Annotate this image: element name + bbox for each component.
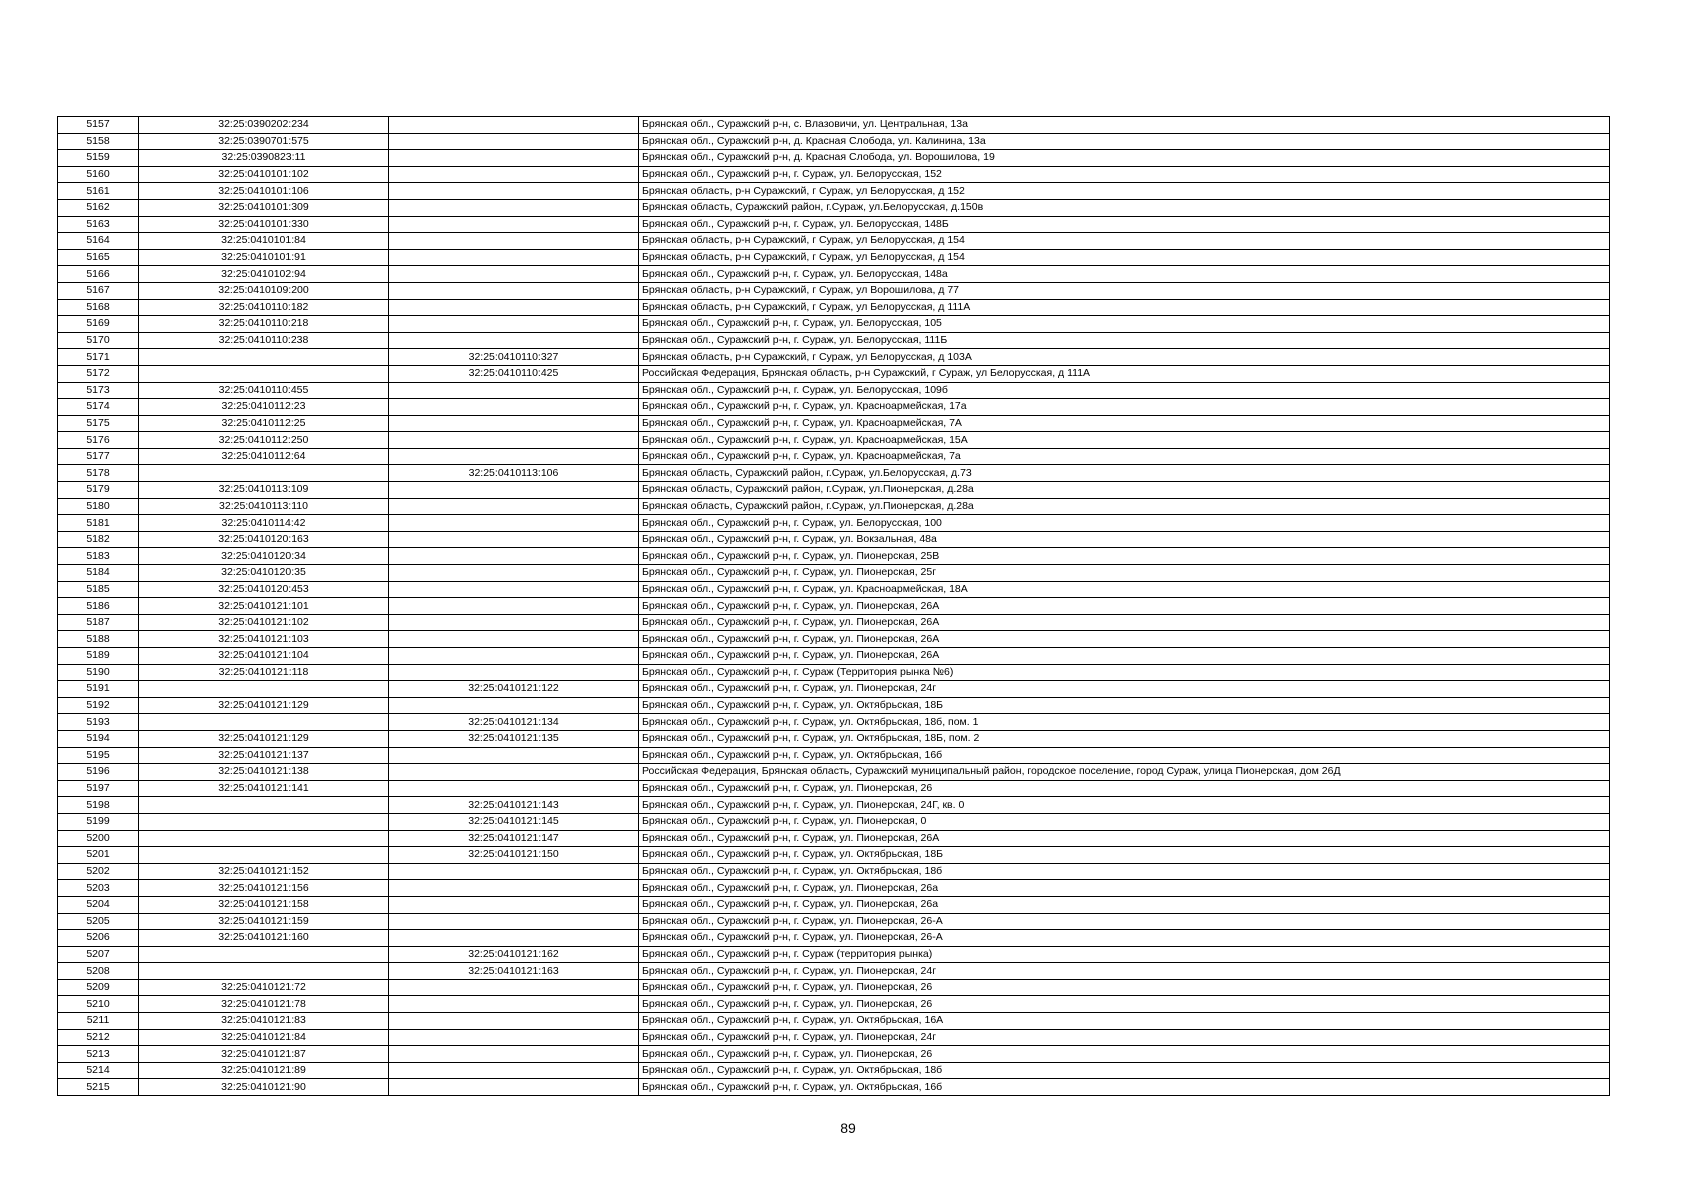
linked-cadastral-number-cell: [389, 432, 639, 449]
row-number-cell: 5157: [58, 117, 139, 134]
address-cell: Брянская обл., Суражский р-н, г. Сураж, ул. Пионерская, 26А: [639, 631, 1610, 648]
address-cell: Брянская обл., Суражский р-н, г. Сураж, ул. Пионерская, 0: [639, 813, 1610, 830]
address-cell: Брянская обл., Суражский р-н, г. Сураж, ул. Октябрьская, 18Б, пом. 2: [639, 730, 1610, 747]
cadastral-number-cell: 32:25:0410121:152: [139, 863, 389, 880]
cadastral-number-cell: 32:25:0410113:110: [139, 498, 389, 515]
linked-cadastral-number-cell: [389, 863, 639, 880]
cadastral-number-cell: 32:25:0410120:453: [139, 581, 389, 598]
address-cell: Брянская обл., Суражский р-н, г. Сураж, ул. Пионерская, 26: [639, 1046, 1610, 1063]
row-number-cell: 5180: [58, 498, 139, 515]
table-row: [58, 199, 1610, 216]
linked-cadastral-number-cell: [389, 1046, 639, 1063]
cadastral-number-cell: 32:25:0410121:101: [139, 598, 389, 615]
row-number-cell: 5197: [58, 780, 139, 797]
cadastral-number-cell: 32:25:0390202:234: [139, 117, 389, 134]
table-row: [58, 979, 1610, 996]
linked-cadastral-number-cell: [389, 764, 639, 781]
cadastral-number-cell: 32:25:0410121:158: [139, 896, 389, 913]
row-number-cell: 5215: [58, 1079, 139, 1096]
linked-cadastral-number-cell: 32:25:0410110:425: [389, 365, 639, 382]
linked-cadastral-number-cell: [389, 664, 639, 681]
cadastral-number-cell: [139, 714, 389, 731]
address-cell: Брянская обл., Суражский р-н, д. Красная Слобода, ул. Калинина, 13а: [639, 133, 1610, 150]
row-number-cell: 5158: [58, 133, 139, 150]
linked-cadastral-number-cell: [389, 614, 639, 631]
table-body: [58, 117, 1610, 1096]
address-cell: Брянская обл., Суражский р-н, г. Сураж, ул. Октябрьская, 16б: [639, 747, 1610, 764]
table-row: [58, 482, 1610, 499]
cadastral-number-cell: 32:25:0410114:42: [139, 515, 389, 532]
row-number-cell: 5194: [58, 730, 139, 747]
linked-cadastral-number-cell: [389, 648, 639, 665]
address-cell: Брянская обл., Суражский р-н, г. Сураж, ул. Пионерская, 26А: [639, 614, 1610, 631]
cadastral-number-cell: 32:25:0410121:137: [139, 747, 389, 764]
row-number-cell: 5188: [58, 631, 139, 648]
address-cell: Брянская обл., Суражский р-н, г. Сураж, ул. Октябрьская, 18Б: [639, 847, 1610, 864]
linked-cadastral-number-cell: [389, 930, 639, 947]
linked-cadastral-number-cell: 32:25:0410121:147: [389, 830, 639, 847]
row-number-cell: 5160: [58, 166, 139, 183]
address-cell: Брянская обл., Суражский р-н, г. Сураж, ул. Пионерская, 26-А: [639, 913, 1610, 930]
address-cell: Брянская обл., Суражский р-н, г. Сураж, ул. Белорусская, 111Б: [639, 332, 1610, 349]
address-cell: Брянская обл., Суражский р-н, г. Сураж, ул. Белорусская, 105: [639, 316, 1610, 333]
linked-cadastral-number-cell: [389, 1079, 639, 1096]
row-number-cell: 5209: [58, 979, 139, 996]
table-row: [58, 880, 1610, 897]
table-row: [58, 216, 1610, 233]
address-cell: Брянская область, Суражский район, г.Сураж, ул.Пионерская, д.28а: [639, 482, 1610, 499]
linked-cadastral-number-cell: [389, 448, 639, 465]
cadastral-number-cell: 32:25:0410121:87: [139, 1046, 389, 1063]
cadastral-number-cell: 32:25:0410110:182: [139, 299, 389, 316]
linked-cadastral-number-cell: [389, 299, 639, 316]
cadastral-number-cell: 32:25:0410112:25: [139, 415, 389, 432]
address-cell: Брянская обл., Суражский р-н, г. Сураж, ул. Пионерская, 26-А: [639, 930, 1610, 947]
table-row: [58, 316, 1610, 333]
row-number-cell: 5213: [58, 1046, 139, 1063]
row-number-cell: 5190: [58, 664, 139, 681]
cadastral-number-cell: 32:25:0410121:156: [139, 880, 389, 897]
cadastral-number-cell: [139, 465, 389, 482]
linked-cadastral-number-cell: [389, 1029, 639, 1046]
table-row: [58, 648, 1610, 665]
cadastral-number-cell: 32:25:0410121:118: [139, 664, 389, 681]
address-cell: Брянская область, Суражский район, г.Сураж, ул.Пионерская, д.28а: [639, 498, 1610, 515]
row-number-cell: 5174: [58, 399, 139, 416]
linked-cadastral-number-cell: [389, 979, 639, 996]
linked-cadastral-number-cell: [389, 216, 639, 233]
cadastral-number-cell: [139, 813, 389, 830]
row-number-cell: 5203: [58, 880, 139, 897]
address-cell: Брянская обл., Суражский р-н, г. Сураж, ул. Красноармейская, 7А: [639, 415, 1610, 432]
address-cell: Брянская обл., Суражский р-н, г. Сураж, ул. Красноармейская, 17а: [639, 399, 1610, 416]
address-cell: Брянская обл., Суражский р-н, г. Сураж, ул. Октябрьская, 16А: [639, 1013, 1610, 1030]
row-number-cell: 5165: [58, 249, 139, 266]
address-cell: Брянская обл., Суражский р-н, г. Сураж (территория рынка): [639, 946, 1610, 963]
row-number-cell: 5166: [58, 266, 139, 283]
linked-cadastral-number-cell: 32:25:0410121:143: [389, 797, 639, 814]
table-row: [58, 133, 1610, 150]
table-row: [58, 1062, 1610, 1079]
cadastral-number-cell: 32:25:0410120:34: [139, 548, 389, 565]
linked-cadastral-number-cell: [389, 1013, 639, 1030]
row-number-cell: 5211: [58, 1013, 139, 1030]
cadastral-number-cell: 32:25:0410110:455: [139, 382, 389, 399]
table-row: [58, 465, 1610, 482]
address-cell: Брянская обл., Суражский р-н, г. Сураж, ул. Пионерская, 24г: [639, 1029, 1610, 1046]
cadastral-number-cell: 32:25:0410102:94: [139, 266, 389, 283]
linked-cadastral-number-cell: [389, 780, 639, 797]
row-number-cell: 5168: [58, 299, 139, 316]
row-number-cell: 5186: [58, 598, 139, 615]
address-cell: Брянская область, Суражский район, г.Сураж, ул.Белорусская, д.150в: [639, 199, 1610, 216]
table-row: [58, 498, 1610, 515]
address-cell: Брянская обл., Суражский р-н, г. Сураж, ул. Белорусская, 152: [639, 166, 1610, 183]
row-number-cell: 5162: [58, 199, 139, 216]
linked-cadastral-number-cell: [389, 415, 639, 432]
table-row: [58, 913, 1610, 930]
linked-cadastral-number-cell: [389, 631, 639, 648]
linked-cadastral-number-cell: [389, 880, 639, 897]
cadastral-number-cell: 32:25:0410101:330: [139, 216, 389, 233]
linked-cadastral-number-cell: [389, 482, 639, 499]
table-row: [58, 830, 1610, 847]
linked-cadastral-number-cell: [389, 117, 639, 134]
row-number-cell: 5170: [58, 332, 139, 349]
address-cell: Брянская обл., Суражский р-н, г. Сураж, ул. Вокзальная, 48а: [639, 531, 1610, 548]
row-number-cell: 5176: [58, 432, 139, 449]
linked-cadastral-number-cell: [389, 747, 639, 764]
row-number-cell: 5175: [58, 415, 139, 432]
cadastral-number-cell: [139, 847, 389, 864]
linked-cadastral-number-cell: 32:25:0410121:134: [389, 714, 639, 731]
linked-cadastral-number-cell: [389, 531, 639, 548]
cadastral-number-cell: 32:25:0410121:129: [139, 730, 389, 747]
row-number-cell: 5192: [58, 697, 139, 714]
linked-cadastral-number-cell: [389, 996, 639, 1013]
linked-cadastral-number-cell: [389, 1062, 639, 1079]
address-cell: Брянская обл., Суражский р-н, г. Сураж, ул. Белорусская, 109б: [639, 382, 1610, 399]
address-cell: Брянская обл., Суражский р-н, с. Влазовичи, ул. Центральная, 13а: [639, 117, 1610, 134]
table-row: [58, 365, 1610, 382]
cadastral-number-cell: 32:25:0410110:238: [139, 332, 389, 349]
table-row: [58, 382, 1610, 399]
row-number-cell: 5183: [58, 548, 139, 565]
table-row: [58, 730, 1610, 747]
table-row: [58, 946, 1610, 963]
table-row: [58, 847, 1610, 864]
address-cell: Брянская обл., Суражский р-н, г. Сураж, ул. Красноармейская, 7а: [639, 448, 1610, 465]
cadastral-number-cell: 32:25:0410101:91: [139, 249, 389, 266]
linked-cadastral-number-cell: [389, 913, 639, 930]
cadastral-number-cell: [139, 830, 389, 847]
table-row: [58, 399, 1610, 416]
linked-cadastral-number-cell: [389, 316, 639, 333]
table-row: [58, 963, 1610, 980]
address-cell: Брянская обл., Суражский р-н, г. Сураж, ул. Пионерская, 24Г, кв. 0: [639, 797, 1610, 814]
cadastral-number-cell: 32:25:0410121:72: [139, 979, 389, 996]
cadastral-number-cell: 32:25:0410121:83: [139, 1013, 389, 1030]
address-cell: Брянская обл., Суражский р-н, г. Сураж, ул. Белорусская, 100: [639, 515, 1610, 532]
cadastral-number-cell: 32:25:0410101:309: [139, 199, 389, 216]
cadastral-number-cell: 32:25:0410113:109: [139, 482, 389, 499]
row-number-cell: 5210: [58, 996, 139, 1013]
linked-cadastral-number-cell: [389, 133, 639, 150]
address-cell: Брянская обл., Суражский р-н, г. Сураж, ул. Октябрьская, 16б: [639, 1079, 1610, 1096]
row-number-cell: 5206: [58, 930, 139, 947]
table-row: [58, 565, 1610, 582]
table-row: [58, 266, 1610, 283]
address-cell: Брянская обл., Суражский р-н, г. Сураж, ул. Октябрьская, 18б: [639, 1062, 1610, 1079]
cadastral-number-cell: 32:25:0410121:84: [139, 1029, 389, 1046]
address-cell: Брянская обл., Суражский р-н, г. Сураж, ул. Пионерская, 26А: [639, 598, 1610, 615]
row-number-cell: 5163: [58, 216, 139, 233]
linked-cadastral-number-cell: 32:25:0410121:135: [389, 730, 639, 747]
row-number-cell: 5201: [58, 847, 139, 864]
linked-cadastral-number-cell: [389, 166, 639, 183]
row-number-cell: 5202: [58, 863, 139, 880]
address-cell: Брянская область, р-н Суражский, г Сураж, ул Белорусская, д 154: [639, 249, 1610, 266]
linked-cadastral-number-cell: [389, 382, 639, 399]
linked-cadastral-number-cell: 32:25:0410113:106: [389, 465, 639, 482]
cadastral-number-cell: 32:25:0410101:84: [139, 233, 389, 250]
address-cell: Брянская обл., Суражский р-н, д. Красная Слобода, ул. Ворошилова, 19: [639, 150, 1610, 167]
address-cell: Брянская область, р-н Суражский, г Сураж, ул Белорусская, д 154: [639, 233, 1610, 250]
row-number-cell: 5200: [58, 830, 139, 847]
linked-cadastral-number-cell: [389, 266, 639, 283]
row-number-cell: 5159: [58, 150, 139, 167]
row-number-cell: 5184: [58, 565, 139, 582]
cadastral-number-cell: 32:25:0410121:141: [139, 780, 389, 797]
address-cell: Брянская обл., Суражский р-н, г. Сураж, ул. Пионерская, 26А: [639, 648, 1610, 665]
table-row: [58, 1029, 1610, 1046]
linked-cadastral-number-cell: [389, 399, 639, 416]
linked-cadastral-number-cell: [389, 565, 639, 582]
page-number: 89: [840, 1120, 856, 1136]
address-cell: Брянская обл., Суражский р-н, г. Сураж, ул. Октябрьская, 18б: [639, 863, 1610, 880]
row-number-cell: 5167: [58, 282, 139, 299]
table-row: [58, 697, 1610, 714]
address-cell: Брянская обл., Суражский р-н, г. Сураж, ул. Пионерская, 26а: [639, 896, 1610, 913]
linked-cadastral-number-cell: 32:25:0410121:122: [389, 681, 639, 698]
table-row: [58, 598, 1610, 615]
table-row: [58, 896, 1610, 913]
table-row: [58, 1013, 1610, 1030]
linked-cadastral-number-cell: [389, 581, 639, 598]
row-number-cell: 5189: [58, 648, 139, 665]
row-number-cell: 5171: [58, 349, 139, 366]
row-number-cell: 5169: [58, 316, 139, 333]
linked-cadastral-number-cell: 32:25:0410121:162: [389, 946, 639, 963]
cadastral-number-cell: 32:25:0410121:129: [139, 697, 389, 714]
table-row: [58, 332, 1610, 349]
row-number-cell: 5181: [58, 515, 139, 532]
row-number-cell: 5161: [58, 183, 139, 200]
row-number-cell: 5173: [58, 382, 139, 399]
cadastral-number-cell: 32:25:0410101:106: [139, 183, 389, 200]
address-cell: Брянская обл., Суражский р-н, г. Сураж, ул. Пионерская, 26: [639, 979, 1610, 996]
cadastral-number-cell: [139, 349, 389, 366]
row-number-cell: 5182: [58, 531, 139, 548]
cadastral-number-cell: 32:25:0410121:104: [139, 648, 389, 665]
address-cell: Брянская обл., Суражский р-н, г. Сураж, ул. Пионерская, 26: [639, 996, 1610, 1013]
address-cell: Брянская обл., Суражский р-н, г. Сураж, ул. Пионерская, 25г: [639, 565, 1610, 582]
row-number-cell: 5199: [58, 813, 139, 830]
address-cell: Брянская обл., Суражский р-н, г. Сураж, ул. Красноармейская, 15А: [639, 432, 1610, 449]
table-row: [58, 282, 1610, 299]
cadastral-number-cell: 32:25:0410110:218: [139, 316, 389, 333]
table-row: [58, 996, 1610, 1013]
row-number-cell: 5178: [58, 465, 139, 482]
linked-cadastral-number-cell: [389, 598, 639, 615]
cadastral-table: [57, 116, 1610, 1096]
address-cell: Брянская обл., Суражский р-н, г. Сураж, ул. Красноармейская, 18А: [639, 581, 1610, 598]
linked-cadastral-number-cell: [389, 183, 639, 200]
cadastral-number-cell: 32:25:0410112:250: [139, 432, 389, 449]
address-cell: Брянская обл., Суражский р-н, г. Сураж, ул. Пионерская, 26А: [639, 830, 1610, 847]
row-number-cell: 5208: [58, 963, 139, 980]
address-cell: Брянская обл., Суражский р-н, г. Сураж, ул. Пионерская, 25В: [639, 548, 1610, 565]
cadastral-number-cell: 32:25:0410120:35: [139, 565, 389, 582]
address-cell: Брянская обл., Суражский р-н, г. Сураж, ул. Октябрьская, 18Б: [639, 697, 1610, 714]
row-number-cell: 5204: [58, 896, 139, 913]
row-number-cell: 5177: [58, 448, 139, 465]
address-cell: Брянская обл., Суражский р-н, г. Сураж (Территория рынка №6): [639, 664, 1610, 681]
linked-cadastral-number-cell: [389, 332, 639, 349]
linked-cadastral-number-cell: 32:25:0410121:145: [389, 813, 639, 830]
table-row: [58, 548, 1610, 565]
address-cell: Брянская обл., Суражский р-н, г. Сураж, ул. Пионерская, 24г: [639, 963, 1610, 980]
table-row: [58, 714, 1610, 731]
address-cell: Брянская обл., Суражский р-н, г. Сураж, ул. Октябрьская, 18б, пом. 1: [639, 714, 1610, 731]
table-row: [58, 150, 1610, 167]
table-row: [58, 747, 1610, 764]
address-cell: Брянская обл., Суражский р-н, г. Сураж, ул. Белорусская, 148Б: [639, 216, 1610, 233]
table-row: [58, 631, 1610, 648]
table-row: [58, 299, 1610, 316]
row-number-cell: 5193: [58, 714, 139, 731]
row-number-cell: 5195: [58, 747, 139, 764]
cadastral-number-cell: 32:25:0410121:78: [139, 996, 389, 1013]
table-row: [58, 166, 1610, 183]
linked-cadastral-number-cell: [389, 548, 639, 565]
address-cell: Брянская обл., Суражский р-н, г. Сураж, ул. Белорусская, 148а: [639, 266, 1610, 283]
address-cell: Брянская область, р-н Суражский, г Сураж, ул Ворошилова, д 77: [639, 282, 1610, 299]
cadastral-number-cell: 32:25:0410121:103: [139, 631, 389, 648]
address-cell: Брянская область, р-н Суражский, г Сураж, ул Белорусская, д 111А: [639, 299, 1610, 316]
address-cell: Брянская область, Суражский район, г.Сураж, ул.Белорусская, д.73: [639, 465, 1610, 482]
row-number-cell: 5207: [58, 946, 139, 963]
row-number-cell: 5198: [58, 797, 139, 814]
address-cell: Брянская обл., Суражский р-н, г. Сураж, ул. Пионерская, 26: [639, 780, 1610, 797]
cadastral-number-cell: 32:25:0410121:102: [139, 614, 389, 631]
table-row: [58, 780, 1610, 797]
table-row: [58, 183, 1610, 200]
row-number-cell: 5185: [58, 581, 139, 598]
cadastral-number-cell: 32:25:0410112:23: [139, 399, 389, 416]
table-row: [58, 863, 1610, 880]
table-row: [58, 515, 1610, 532]
cadastral-number-cell: [139, 681, 389, 698]
linked-cadastral-number-cell: [389, 249, 639, 266]
table-row: [58, 249, 1610, 266]
table-row: [58, 797, 1610, 814]
cadastral-number-cell: 32:25:0410109:200: [139, 282, 389, 299]
linked-cadastral-number-cell: [389, 498, 639, 515]
table-row: [58, 117, 1610, 134]
linked-cadastral-number-cell: [389, 282, 639, 299]
linked-cadastral-number-cell: 32:25:0410110:327: [389, 349, 639, 366]
table-row: [58, 531, 1610, 548]
row-number-cell: 5196: [58, 764, 139, 781]
row-number-cell: 5187: [58, 614, 139, 631]
linked-cadastral-number-cell: 32:25:0410121:163: [389, 963, 639, 980]
table-row: [58, 664, 1610, 681]
cadastral-number-cell: 32:25:0410121:90: [139, 1079, 389, 1096]
address-cell: Российская Федерация, Брянская область, Суражский муниципальный район, городское поселение, город Сураж, улица Пионерская, дом 26Д: [639, 764, 1610, 781]
row-number-cell: 5205: [58, 913, 139, 930]
table-row: [58, 813, 1610, 830]
table-row: [58, 764, 1610, 781]
table-row: [58, 1079, 1610, 1096]
linked-cadastral-number-cell: [389, 896, 639, 913]
table-row: [58, 233, 1610, 250]
cadastral-number-cell: 32:25:0410121:89: [139, 1062, 389, 1079]
address-cell: Брянская обл., Суражский р-н, г. Сураж, ул. Пионерская, 24г: [639, 681, 1610, 698]
row-number-cell: 5212: [58, 1029, 139, 1046]
row-number-cell: 5172: [58, 365, 139, 382]
cadastral-number-cell: 32:25:0410121:160: [139, 930, 389, 947]
table-row: [58, 681, 1610, 698]
cadastral-number-cell: [139, 946, 389, 963]
cadastral-number-cell: [139, 797, 389, 814]
cadastral-number-cell: [139, 365, 389, 382]
row-number-cell: 5179: [58, 482, 139, 499]
table-row: [58, 432, 1610, 449]
table-row: [58, 1046, 1610, 1063]
cadastral-number-cell: 32:25:0410120:163: [139, 531, 389, 548]
address-cell: Российская Федерация, Брянская область, р-н Суражский, г Сураж, ул Белорусская, д 111А: [639, 365, 1610, 382]
address-cell: Брянская область, р-н Суражский, г Сураж, ул Белорусская, д 103А: [639, 349, 1610, 366]
linked-cadastral-number-cell: [389, 233, 639, 250]
table-row: [58, 415, 1610, 432]
linked-cadastral-number-cell: [389, 150, 639, 167]
row-number-cell: 5214: [58, 1062, 139, 1079]
table-row: [58, 581, 1610, 598]
cadastral-number-cell: [139, 963, 389, 980]
address-cell: Брянская обл., Суражский р-н, г. Сураж, ул. Пионерская, 26а: [639, 880, 1610, 897]
linked-cadastral-number-cell: [389, 515, 639, 532]
cadastral-number-cell: 32:25:0410121:138: [139, 764, 389, 781]
linked-cadastral-number-cell: [389, 199, 639, 216]
table-row: [58, 448, 1610, 465]
cadastral-number-cell: 32:25:0390823:11: [139, 150, 389, 167]
cadastral-number-cell: 32:25:0410101:102: [139, 166, 389, 183]
cadastral-number-cell: 32:25:0410112:64: [139, 448, 389, 465]
row-number-cell: 5191: [58, 681, 139, 698]
table-row: [58, 614, 1610, 631]
table-row: [58, 349, 1610, 366]
cadastral-number-cell: 32:25:0390701:575: [139, 133, 389, 150]
cadastral-number-cell: 32:25:0410121:159: [139, 913, 389, 930]
table-row: [58, 930, 1610, 947]
address-cell: Брянская область, р-н Суражский, г Сураж, ул Белорусская, д 152: [639, 183, 1610, 200]
linked-cadastral-number-cell: [389, 697, 639, 714]
linked-cadastral-number-cell: 32:25:0410121:150: [389, 847, 639, 864]
row-number-cell: 5164: [58, 233, 139, 250]
